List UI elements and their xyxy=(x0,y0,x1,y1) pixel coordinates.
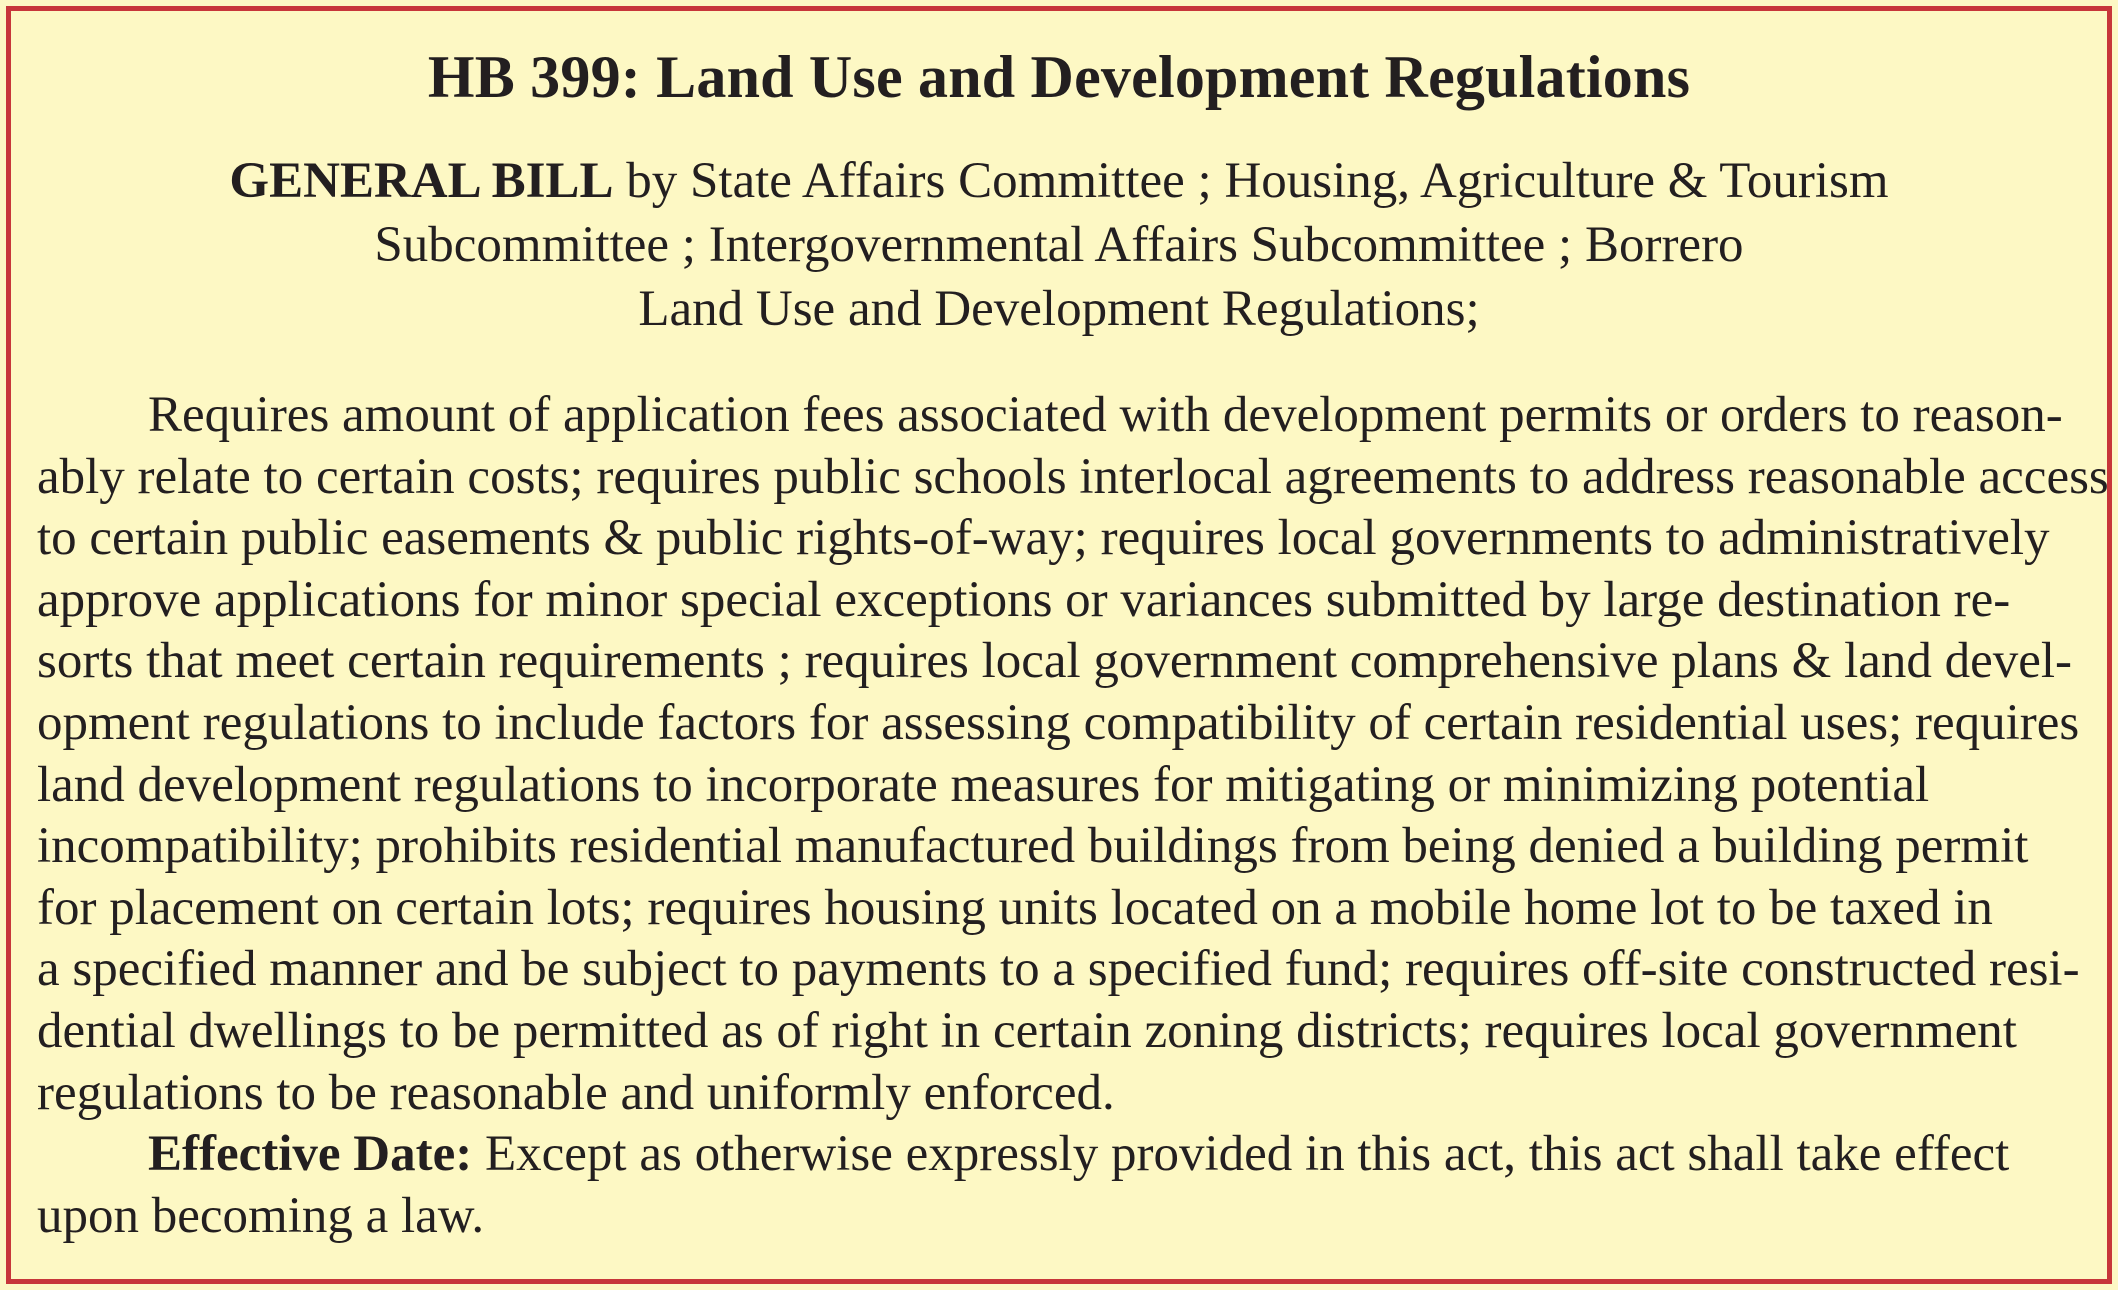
summary-line: dential dwellings to be permitted as of right in certain zoning districts; requires local government xyxy=(37,1002,2017,1059)
summary-line: approve applications for minor special exceptions or variances submitted by large destination re- xyxy=(37,571,2011,628)
bill-summary-box xyxy=(6,6,2112,1284)
summary-line: incompatibility; prohibits residential manufactured buildings from being denied a building permit xyxy=(37,818,2029,875)
summary-line: a specified manner and be subject to payments to a specified fund; requires off-site constructed resi- xyxy=(37,941,2080,998)
summary-line: ably relate to certain costs; requires public schools interlocal agreements to address reasonable access xyxy=(37,448,2109,505)
bill-type: GENERAL BILL xyxy=(229,153,614,209)
bill-header xyxy=(51,149,2067,341)
summary-line: opment regulations to include factors for assessing compatibility of certain residential uses; requires xyxy=(37,694,2080,751)
bill-title: HB 399: Land Use and Development Regulations xyxy=(427,44,1691,110)
sponsor-line-1 xyxy=(51,149,2067,213)
sponsor-line-2: Subcommittee ; Intergovernmental Affairs Subcommittee ; Borrero xyxy=(374,217,1744,273)
summary-line: regulations to be reasonable and uniformly enforced. xyxy=(37,1064,1115,1121)
summary-line: land development regulations to incorporate measures for mitigating or minimizing potential xyxy=(37,756,1930,813)
summary-line: Requires amount of application fees associated with development permits or orders to reason- xyxy=(148,387,2063,443)
summary-line: sorts that meet certain requirements ; requires local government comprehensive plans & land devel- xyxy=(37,633,2073,690)
effective-date-line-1 xyxy=(37,1124,2083,1186)
effective-date-line-2: upon becoming a law. xyxy=(37,1187,485,1244)
summary-line: to certain public easements & public rights-of-way; requires local governments to administratively xyxy=(37,510,2050,567)
sponsor-text-1: by State Affairs Committee ; Housing, Agriculture & Tourism xyxy=(613,153,1889,209)
summary-line: for placement on certain lots; requires housing units located on a mobile home lot to be taxed in xyxy=(37,879,1993,936)
effective-date-text-1: Except as otherwise expressly provided in this act, this act shall take effect xyxy=(472,1126,2010,1183)
bill-summary xyxy=(37,385,2109,1247)
bill-subject: Land Use and Development Regulations; xyxy=(638,281,1480,337)
effective-date-label: Effective Date: xyxy=(148,1126,473,1183)
